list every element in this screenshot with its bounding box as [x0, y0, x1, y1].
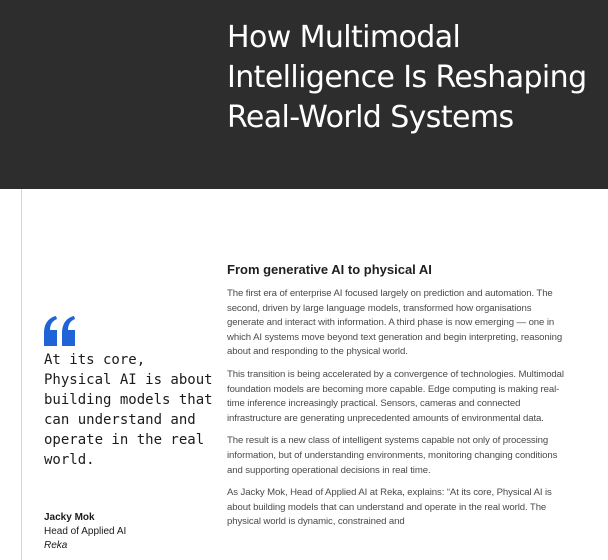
hero-banner — [0, 0, 608, 189]
page-title: How Multimodal Intelligence Is Reshaping Real-World Systems — [227, 20, 587, 135]
quote-icon — [44, 316, 76, 346]
paragraph: The result is a new class of intelligent systems capable not only of processing information, but of understanding environments, monitoring changing conditions and supporting operational decisions in real time. — [227, 435, 558, 476]
article-body — [227, 261, 567, 538]
section-heading: From generative AI to physical AI — [227, 262, 432, 277]
sidebar-divider — [21, 189, 22, 560]
quote-text: At its core, Physical AI is about building models that can understand and operate in the real world. — [44, 352, 213, 468]
paragraph: This transition is being accelerated by a convergence of technologies. Multimodal foundation models are becoming more capable. Edge computing is making real-time inference increasingly practical. Sensors, cameras and connected infrastructure are generating unprecedented amounts of environmental data. — [227, 368, 564, 424]
quote-author-name: Jacky Mok — [44, 512, 95, 523]
paragraph: The first era of enterprise AI focused largely on prediction and automation. The second, driven by large language models, transformed how organisations generate and interact with information. A third phase is now emerging — one in which AI systems move beyond text generation and begin interpreting, reasoning about and responding to the physical world. — [227, 288, 563, 358]
paragraph: As Jacky Mok, Head of Applied AI at Reka, explains: “At its core, Physical AI is about building models that can understand and operate in the real world. The physical world is dynamic, constrained and — [227, 487, 552, 528]
quote-author-role: Head of Applied AI — [44, 526, 127, 537]
quote-author-org: Reka — [44, 540, 68, 551]
